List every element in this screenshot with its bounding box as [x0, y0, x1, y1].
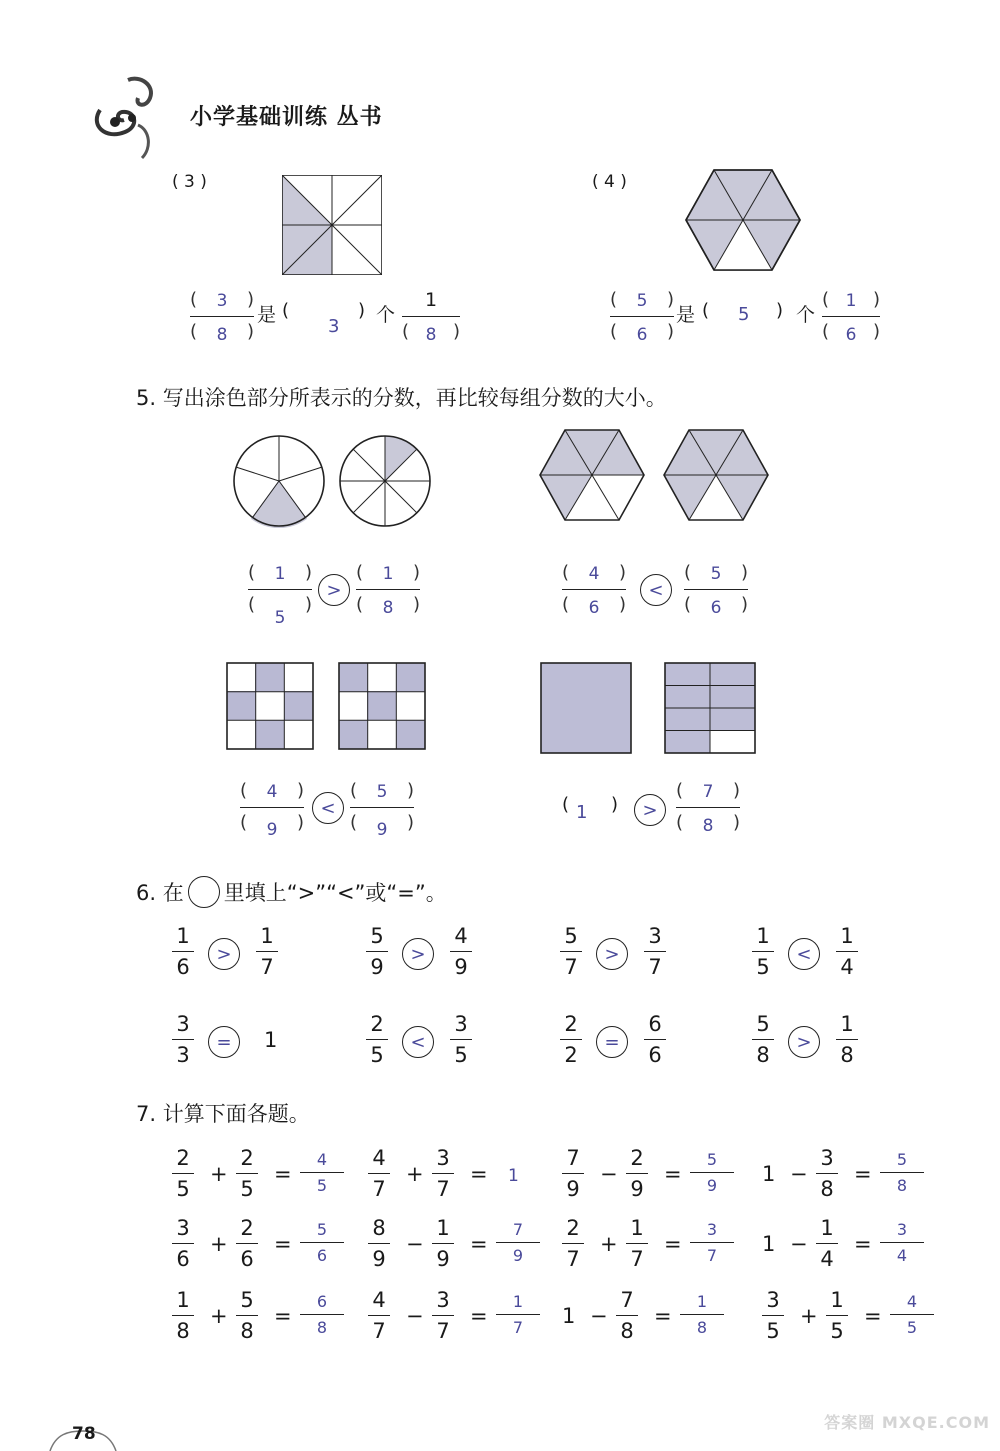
q7-problem-12-a	[762, 1286, 784, 1345]
q5-g2-left: ( ) 4 ( ) 6	[562, 562, 626, 618]
item-3-count-box: (	[282, 300, 290, 321]
item-4-num: 5	[636, 291, 648, 311]
q7-problem-12-b-denominator: 5	[830, 1318, 844, 1343]
q7-problem-7-b-numerator: 1	[630, 1215, 644, 1240]
q7-problem-8-b	[816, 1214, 838, 1273]
item-4-shi: 是	[676, 304, 696, 326]
q7-problem-12-a-numerator: 3	[766, 1287, 780, 1312]
q7-problem-9-a-denominator: 8	[176, 1318, 190, 1343]
q7-problem-12-answer-numerator: 4	[906, 1292, 918, 1311]
q5-g1-right: ( ) 1 ( ) 8	[356, 562, 420, 618]
q6-item-4-left-denominator: 5	[756, 954, 770, 979]
q5-g3-left: ( ) 4 ( ) 9	[240, 780, 304, 840]
q7-problem-7-a	[562, 1214, 584, 1273]
q7-problem-8-a-whole: 1	[762, 1232, 776, 1256]
q7-problem-6-equals: =	[470, 1232, 488, 1256]
q7-problem-7-answer-denominator: 7	[706, 1246, 718, 1265]
q6-item-1-right	[256, 922, 278, 981]
item-4-unit-num: 1	[845, 291, 857, 311]
q5-g1-left: ( ) 1 ( ) 5	[248, 562, 312, 628]
item-4-label: ( 4 )	[592, 172, 627, 192]
q5-g4-right-den: 8	[702, 816, 714, 836]
q7-problem-10-a-numerator: 4	[372, 1287, 386, 1312]
q6-item-4-right	[836, 922, 858, 981]
q6-item-8-sign-circle[interactable]: >	[788, 1026, 820, 1058]
q7-problem-11-b-numerator: 7	[620, 1287, 634, 1312]
item-4-count-box: (	[702, 300, 710, 321]
q7-problem-9-answer	[300, 1292, 344, 1337]
q6-item-6-right-numerator: 3	[454, 1011, 468, 1036]
q7-problem-3-a	[562, 1144, 584, 1203]
q7-problem-1-a-numerator: 2	[176, 1145, 190, 1170]
q7-problem-7-answer-numerator: 3	[706, 1220, 718, 1239]
grid-four-ninths-figure	[226, 662, 314, 750]
item-4-ge: 个	[796, 304, 816, 326]
q7-problem-9-operator: +	[210, 1304, 228, 1328]
q6-item-4-left-numerator: 1	[756, 923, 770, 948]
q7-problem-9-b-numerator: 5	[240, 1287, 254, 1312]
q6-item-1-right-denominator: 7	[260, 954, 274, 979]
q5-g1-left-den: 5	[274, 608, 286, 628]
q7-problem-2-b-numerator: 3	[436, 1145, 450, 1170]
q7-problem-1-b	[236, 1144, 258, 1203]
q6-item-1-left-denominator: 6	[176, 954, 190, 979]
q7-problem-8-answer-denominator: 4	[896, 1246, 908, 1265]
q7-problem-4-answer-denominator: 8	[896, 1176, 908, 1195]
q5-title: 5. 写出涂色部分所表示的分数，再比较每组分数的大小。	[136, 386, 667, 410]
q5-g3-right-den: 9	[376, 820, 388, 840]
q6-item-3-right-numerator: 3	[648, 923, 662, 948]
q7-problem-10-b	[432, 1286, 454, 1345]
q5-g3-right-num: 5	[376, 782, 388, 802]
hexagon-sixths-figure	[684, 168, 802, 272]
q7-problem-11-b-denominator: 8	[620, 1318, 634, 1343]
q7-problem-9-a	[172, 1286, 194, 1345]
q7-problem-12-b	[826, 1286, 848, 1345]
circle-eighths-figure	[338, 434, 432, 528]
q7-problem-5-a-numerator: 3	[176, 1215, 190, 1240]
q7-problem-6-answer-denominator: 9	[512, 1246, 524, 1265]
q7-problem-6-a-numerator: 8	[372, 1215, 386, 1240]
q6-title-pre: 6. 在	[136, 881, 184, 905]
q7-problem-9-b	[236, 1286, 258, 1345]
q6-item-2-sign-circle[interactable]: >	[402, 938, 434, 970]
q6-item-5-right-whole: 1	[264, 1028, 278, 1052]
q7-problem-3-operator: −	[600, 1162, 618, 1186]
q7-problem-3-equals: =	[664, 1162, 682, 1186]
q7-problem-8-equals: =	[854, 1232, 872, 1256]
q7-problem-12-operator: +	[800, 1304, 818, 1328]
item-4-den: 6	[636, 325, 648, 345]
q7-problem-8-answer	[880, 1220, 924, 1265]
q7-problem-5-a	[172, 1214, 194, 1273]
q7-problem-10-b-denominator: 7	[436, 1318, 450, 1343]
q5-g4-left-whole: 1	[576, 802, 588, 823]
watermark-logo: 答案圈 MXQE.COM	[824, 1413, 990, 1432]
q6-item-2-left	[366, 922, 388, 981]
circle-fifths-figure	[232, 434, 326, 528]
q6-item-3-right-denominator: 7	[648, 954, 662, 979]
q6-title	[136, 876, 447, 908]
q6-item-6-right	[450, 1010, 472, 1069]
q7-problem-3-answer	[690, 1150, 734, 1195]
q6-item-4-right-denominator: 4	[840, 954, 854, 979]
item-3-count-box-close: )	[358, 300, 366, 321]
q6-item-6-sign-circle[interactable]: <	[402, 1026, 434, 1058]
q6-item-1-sign-circle[interactable]: >	[208, 938, 240, 970]
q6-item-8-left	[752, 1010, 774, 1069]
q6-item-1-left-numerator: 1	[176, 923, 190, 948]
q6-item-3-left-denominator: 7	[564, 954, 578, 979]
item-3-fraction: ( ) 3 ( ) 8	[190, 289, 254, 345]
q7-problem-6-b	[432, 1214, 454, 1273]
q7-problem-7-operator: +	[600, 1232, 618, 1256]
q7-problem-3-a-numerator: 7	[566, 1145, 580, 1170]
q7-problem-7-a-denominator: 7	[566, 1246, 580, 1271]
q6-item-8-right-denominator: 8	[840, 1042, 854, 1067]
q7-problem-8-operator: −	[790, 1232, 808, 1256]
item-3-unit-fraction: 1 ( ) 8	[402, 289, 460, 345]
q7-problem-6-b-denominator: 9	[436, 1246, 450, 1271]
q6-item-4-left	[752, 922, 774, 981]
q7-problem-2-operator: +	[406, 1162, 424, 1186]
q6-item-5-left	[172, 1010, 194, 1069]
q6-item-6-left-denominator: 5	[370, 1042, 384, 1067]
q6-item-6-left	[366, 1010, 388, 1069]
q6-item-7-left-denominator: 2	[564, 1042, 578, 1067]
q7-problem-10-answer-denominator: 7	[512, 1318, 524, 1337]
q7-problem-9-equals: =	[274, 1304, 292, 1328]
item-4-count: 5	[738, 304, 750, 325]
item-4-count-box-close: )	[776, 300, 784, 321]
q7-problem-8-b-denominator: 4	[820, 1246, 834, 1271]
q7-problem-5-b	[236, 1214, 258, 1273]
q7-problem-11-a-whole: 1	[562, 1304, 576, 1328]
q7-problem-6-operator: −	[406, 1232, 424, 1256]
q5-g2-right: ( ) 5 ( ) 6	[684, 562, 748, 618]
item-3-num: 3	[216, 291, 228, 311]
q7-problem-10-equals: =	[470, 1304, 488, 1328]
q6-item-7-right	[644, 1010, 666, 1069]
q7-problem-1-b-denominator: 5	[240, 1176, 254, 1201]
item-4-unit-den: 6	[845, 325, 857, 345]
q6-item-8-left-numerator: 5	[756, 1011, 770, 1036]
q7-problem-2-a-denominator: 7	[372, 1176, 386, 1201]
q5-g3-right: ( ) 5 ( ) 9	[350, 780, 414, 840]
q5-g4-left-box: ( 1 )	[562, 794, 618, 823]
q7-problem-11-equals: =	[654, 1304, 672, 1328]
item-3-count: 3	[328, 316, 340, 337]
q7-problem-6-answer	[496, 1220, 540, 1265]
q6-item-2-left-numerator: 5	[370, 923, 384, 948]
full-square-figure	[540, 662, 632, 754]
q7-problem-3-b-denominator: 9	[630, 1176, 644, 1201]
page-number: 78	[72, 1424, 96, 1444]
q7-problem-8-b-numerator: 1	[820, 1215, 834, 1240]
q7-problem-5-equals: =	[274, 1232, 292, 1256]
q6-item-1-right-numerator: 1	[260, 923, 274, 948]
item-3-shi: 是	[257, 304, 277, 326]
q6-item-5-left-denominator: 3	[176, 1042, 190, 1067]
q5-g2-sign-circle[interactable]: <	[640, 574, 672, 606]
q5-g1-right-num: 1	[382, 564, 394, 584]
q7-problem-3-b	[626, 1144, 648, 1203]
q7-problem-7-b	[626, 1214, 648, 1273]
q6-item-4-right-numerator: 1	[840, 923, 854, 948]
q7-problem-12-b-numerator: 1	[830, 1287, 844, 1312]
q7-problem-11-operator: −	[590, 1304, 608, 1328]
q7-problem-7-equals: =	[664, 1232, 682, 1256]
q5-g4-sign-circle[interactable]: >	[634, 794, 666, 826]
q5-g4-right-num: 7	[702, 782, 714, 802]
q7-problem-12-answer	[890, 1292, 934, 1337]
q7-problem-4-b-numerator: 3	[820, 1145, 834, 1170]
q5-g3-left-den: 9	[266, 820, 278, 840]
q7-title: 7. 计算下面各题。	[136, 1102, 310, 1126]
q7-problem-7-b-denominator: 7	[630, 1246, 644, 1271]
q7-problem-1-operator: +	[210, 1162, 228, 1186]
q7-problem-12-a-denominator: 5	[766, 1318, 780, 1343]
q6-item-7-sign-circle[interactable]: =	[596, 1026, 628, 1058]
item-3-unit-den: 8	[425, 325, 437, 345]
q5-g2-left-num: 4	[588, 564, 600, 584]
q7-problem-9-answer-numerator: 6	[316, 1292, 328, 1311]
q5-g2-left-den: 6	[588, 598, 600, 618]
q7-problem-3-a-denominator: 9	[566, 1176, 580, 1201]
q7-problem-2-b	[432, 1144, 454, 1203]
series-title: 小学基础训练 丛书	[190, 105, 383, 130]
grid-seven-eighths-figure	[664, 662, 756, 754]
grid-five-ninths-figure	[338, 662, 426, 750]
q6-title-circle-icon	[188, 876, 220, 908]
q7-problem-5-answer-numerator: 5	[316, 1220, 328, 1239]
q6-item-2-right-numerator: 4	[454, 923, 468, 948]
q5-g3-left-num: 4	[266, 782, 278, 802]
q6-item-5-sign-circle[interactable]: =	[208, 1026, 240, 1058]
q7-problem-10-answer-numerator: 1	[512, 1292, 524, 1311]
q7-problem-8-answer-numerator: 3	[896, 1220, 908, 1239]
hexagon-four-sixths-figure	[538, 428, 646, 522]
q7-problem-2-answer: 1	[508, 1166, 519, 1186]
q7-problem-6-a-denominator: 9	[372, 1246, 386, 1271]
q6-item-7-right-denominator: 6	[648, 1042, 662, 1067]
q7-problem-1-answer-denominator: 5	[316, 1176, 328, 1195]
q6-item-7-left-numerator: 2	[564, 1011, 578, 1036]
q7-problem-5-operator: +	[210, 1232, 228, 1256]
q5-g1-right-den: 8	[382, 598, 394, 618]
q7-problem-3-answer-numerator: 5	[706, 1150, 718, 1169]
q7-problem-9-b-denominator: 8	[240, 1318, 254, 1343]
q7-problem-5-answer-denominator: 6	[316, 1246, 328, 1265]
item-3-label: ( 3 )	[172, 172, 207, 192]
q7-problem-5-b-numerator: 2	[240, 1215, 254, 1240]
q6-item-8-left-denominator: 8	[756, 1042, 770, 1067]
q6-item-3-left-numerator: 5	[564, 923, 578, 948]
q7-problem-4-answer	[880, 1150, 924, 1195]
q7-problem-1-a-denominator: 5	[176, 1176, 190, 1201]
item-3-den: 8	[216, 325, 228, 345]
q6-item-2-right-denominator: 9	[454, 954, 468, 979]
q6-item-2-left-denominator: 9	[370, 954, 384, 979]
q7-problem-5-b-denominator: 6	[240, 1246, 254, 1271]
q7-problem-1-equals: =	[274, 1162, 292, 1186]
q6-item-7-left	[560, 1010, 582, 1069]
q5-g2-right-num: 5	[710, 564, 722, 584]
q7-problem-7-a-numerator: 2	[566, 1215, 580, 1240]
q6-item-6-right-denominator: 5	[454, 1042, 468, 1067]
q7-problem-11-answer-denominator: 8	[696, 1318, 708, 1337]
q7-problem-5-a-denominator: 6	[176, 1246, 190, 1271]
q7-problem-5-answer	[300, 1220, 344, 1265]
q5-g1-left-num: 1	[274, 564, 286, 584]
q7-problem-11-answer	[680, 1292, 724, 1337]
q6-item-4-sign-circle[interactable]: <	[788, 938, 820, 970]
q6-item-3-left	[560, 922, 582, 981]
q5-g4-right: ( ) 7 ( ) 8	[676, 780, 740, 836]
q6-item-3-sign-circle[interactable]: >	[596, 938, 628, 970]
q7-problem-2-b-denominator: 7	[436, 1176, 450, 1201]
q7-problem-4-a-whole: 1	[762, 1162, 776, 1186]
q5-g2-right-den: 6	[710, 598, 722, 618]
item-4-unit-fraction: ( ) 1 ( ) 6	[822, 289, 880, 345]
q5-g3-sign-circle[interactable]: <	[312, 792, 344, 824]
q7-problem-12-equals: =	[864, 1304, 882, 1328]
q7-problem-9-a-numerator: 1	[176, 1287, 190, 1312]
q6-title-post: 里填上“>”“<”或“=”。	[223, 881, 447, 905]
q7-problem-2-equals: =	[470, 1162, 488, 1186]
q6-item-2-right	[450, 922, 472, 981]
q7-problem-4-answer-numerator: 5	[896, 1150, 908, 1169]
q6-item-5-left-numerator: 3	[176, 1011, 190, 1036]
q7-problem-11-b	[616, 1286, 638, 1345]
q5-g1-sign-circle[interactable]: >	[318, 574, 350, 606]
q6-item-1-left	[172, 922, 194, 981]
q7-problem-9-answer-denominator: 8	[316, 1318, 328, 1337]
q7-problem-3-answer-denominator: 9	[706, 1176, 718, 1195]
q7-problem-1-answer-numerator: 4	[316, 1150, 328, 1169]
item-4-fraction: ( ) 5 ( ) 6	[610, 289, 674, 345]
q7-problem-10-answer	[496, 1292, 540, 1337]
q6-item-6-left-numerator: 2	[370, 1011, 384, 1036]
q7-problem-10-operator: −	[406, 1304, 424, 1328]
item-3-unit-num: 1	[424, 289, 438, 311]
q7-problem-1-answer	[300, 1150, 344, 1195]
q7-problem-12-answer-denominator: 5	[906, 1318, 918, 1337]
q6-item-8-right-numerator: 1	[840, 1011, 854, 1036]
q6-item-7-right-numerator: 6	[648, 1011, 662, 1036]
q6-item-8-right	[836, 1010, 858, 1069]
q7-problem-4-equals: =	[854, 1162, 872, 1186]
q7-problem-1-a	[172, 1144, 194, 1203]
q7-problem-6-b-numerator: 1	[436, 1215, 450, 1240]
q7-problem-3-b-numerator: 2	[630, 1145, 644, 1170]
q7-problem-10-b-numerator: 3	[436, 1287, 450, 1312]
q7-problem-1-b-numerator: 2	[240, 1145, 254, 1170]
q7-problem-11-answer-numerator: 1	[696, 1292, 708, 1311]
q7-problem-4-b-denominator: 8	[820, 1176, 834, 1201]
series-logo-icon	[80, 70, 190, 165]
q7-problem-10-a	[368, 1286, 390, 1345]
hexagon-five-sixths-figure	[662, 428, 770, 522]
q7-problem-7-answer	[690, 1220, 734, 1265]
q7-problem-2-a-numerator: 4	[372, 1145, 386, 1170]
q6-item-3-right	[644, 922, 666, 981]
q7-problem-10-a-denominator: 7	[372, 1318, 386, 1343]
q7-problem-4-operator: −	[790, 1162, 808, 1186]
item-3-ge: 个	[376, 304, 396, 326]
q7-problem-6-a	[368, 1214, 390, 1273]
q7-problem-4-b	[816, 1144, 838, 1203]
square-eighths-figure	[282, 175, 382, 275]
q7-problem-2-a	[368, 1144, 390, 1203]
q7-problem-6-answer-numerator: 7	[512, 1220, 524, 1239]
